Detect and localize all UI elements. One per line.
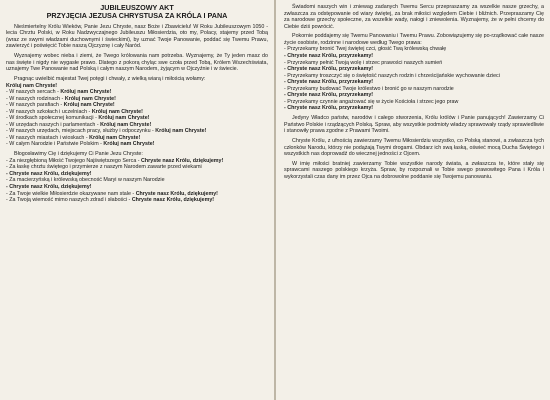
- litany-item: - W naszych urzędach, miejscach pracy, służby i odpoczynku - Króluj nam Chryste!: [6, 128, 207, 135]
- state-paragraph: Jedyny Władco państw, narodów i całego stworzenia, Królu królów i Panie panujących! Zawierzamy Ci Państwo Polskie i rządzących Polską. Spraw, aby wszystkie podmioty władzy sprawowały rządy sprawiedliwie i stanowiły prawa zgodne z Prawami Twoimi.: [284, 115, 544, 135]
- praise-refrain: Króluj nam Chryste!: [6, 82, 58, 89]
- promise-item: - Przyrzekamy troszczyć się o świętość naszych rodzin i chrześcijańskie wychowanie dzieci: [284, 72, 500, 79]
- promise-item: - Chryste nasz Królu, przyrzekamy!: [284, 53, 374, 60]
- promise-item: - Przyrzekamy pełnić Twoją wolę i strzec prawości naszych sumień: [284, 59, 443, 66]
- promise-item: - Chryste nasz Królu, przyrzekamy!: [284, 66, 374, 73]
- left-page: [0, 0, 274, 400]
- litany-item: - W środkach społecznej komunikacji - Króluj nam Chryste!: [6, 115, 150, 122]
- litany-item: - W naszych sercach - Króluj nam Chryste!: [6, 89, 112, 96]
- litany-item: - W naszych parafiach - Króluj nam Chryste!: [6, 102, 115, 109]
- litany-item: - W naszych miastach i wioskach - Króluj nam Chryste!: [6, 134, 141, 141]
- thanks-item: - Za macierzyńską i królewską obecność Maryi w naszym Narodzie: [6, 177, 165, 184]
- act-title-line1: JUBILEUSZOWY AKT: [100, 3, 174, 12]
- thanks-item: - Za Twoją wiemość mimo naszych zdrad i słabości - Chryste nasz Królu, dziękujemy!: [6, 197, 215, 204]
- litany-promises: [284, 46, 544, 111]
- promise-item: - Chryste nasz Królu, przyrzekamy!: [284, 79, 374, 86]
- thanks-intro: Błogosławimy Cię i dziękujemy Ci Panie Jezu Chryste:: [14, 151, 143, 158]
- praise-intro-text: Pragnąc uwielbić majestat Twej potęgi i chwały, z wielką wiarą i miłością wołamy:: [14, 76, 206, 83]
- repentance-paragraph: Świadomi naszych win i zniewag zadanych Twemu Sercu przepraszamy za wszelkie nasze grzechy, a zwłaszcza za odstępowanie od wiary świętej, za brak miłości względem Ciebie i bliźnich. Przepraszamy Cię za narodowe grzechy społeczne, za wszelkie wady, nałogi i zniewolenia. Wyznajemy, że w pełni chcemy do Ciebie dziś powrócić.: [284, 4, 544, 30]
- litany-reign: [6, 89, 268, 148]
- thanks-item: - Chryste nasz Królu, dziękujemy!: [6, 170, 92, 177]
- promise-item: - Przyrzekamy budować Twoje królestwo i bronić go w naszym narodzie: [284, 85, 454, 92]
- promise-item: - Przyrzekamy czynnie angażować się w życie Kościoła i strzec jego praw: [284, 98, 459, 105]
- thanks-item: - Za Twoje wielkie Miłosierdzie okazywane nam stale - Chryste nasz Królu, dziękujemy!: [6, 190, 218, 197]
- act-title-line2: PRZYJĘCIA JEZUSA CHRYSTUSA ZA KRÓLA I PANA: [46, 11, 228, 21]
- litany-item: - W naszych rodzinach - Króluj nam Chryste!: [6, 95, 116, 102]
- thanks-item: - Za niezgłębioną Miłość Twojego Najświętszego Serca - Chryste nasz Królu, dziękujemy!: [6, 157, 224, 164]
- litany-item: - W naszych szkołach i uczelniach - Króluj nam Chryste!: [6, 108, 143, 115]
- opening-paragraph: Nieśmiertelny Królu Wieków, Panie Jezu Chryste, nasz Boże i Zbawicielu! W Roku Jubileuszowym 1050 - lecia Chrztu Polski, w Roku Nadzwyczajnego Jubileuszu Miłosierdzia, oto my, Polacy, stajemy przed Tobą (wraz ze swymi władzami duchownymi i świeckimi), by uznać Twoje Panowanie, poddać się Twemu Prawu, zawierzyć i poświęcić Tobie naszą Ojczyznę i cały Naród.: [6, 23, 268, 50]
- litany-item: - W urzędach naszych i parlamentach - Króluj nam Chryste!: [6, 121, 152, 128]
- litany-thanks: [6, 158, 268, 204]
- praise-intro: [6, 76, 268, 89]
- mercy-paragraph: Chryste Królu, z ufnością zawierzamy Twemu Miłosierdziu wszystko, co Polską stanowi, a zwłaszcza tych członków Narodu, którzy nie podążają Twymi drogami. Obdarz ich swą łaską, oświeć mocą Ducha Świętego i wszystkich nas doprowadź do wiecznej jedności z Ojcem.: [284, 137, 544, 158]
- submission-paragraph: Pokornie poddajemy się Twemu Panowaniu i Twemu Prawu. Zobowiązujemy się po-rządkować całe nasze życie osobiste, rodzinne i narodowe według Twego prawa:: [284, 33, 544, 46]
- thanks-item: - Chryste nasz Królu, dziękujemy!: [6, 183, 92, 190]
- confession-paragraph: Wyznajemy wobec nieba i ziemi, że Twego królowania nam potrzeba. Wyznajemy, że Ty jeden masz do nas święte i nigdy nie wygasłe prawo. Dlatego z pokorą chyląc swe czoła przed Tobą, Królem Wszechświata, uznajemy Twe Panowanie nad Polską i całym naszym Narodem, żyjącym w Ojczyźnie i w świecie.: [6, 53, 268, 73]
- litany-item: - W całym Narodzie i Państwie Polskim - Króluj nam Chryste!: [6, 141, 155, 148]
- right-page: [276, 0, 550, 400]
- promise-item: - Chryste nasz Królu, przyrzekamy!: [284, 105, 374, 112]
- promise-item: - Przyrzekamy bronić Twej świętej czci, głosić Twą królewską chwałę: [284, 46, 447, 53]
- nations-paragraph: W imię miłości bratniej zawierzamy Tobie wszystkie narody świata, a zwłaszcza te, które stały się sprawcami naszego polskiego krzyża. Spraw, by rozpoznali w Tobie swego prawowitego Pana i Króla i wykorzystali czas dany im przez Ojca na dobrowolne poddanie się Twojemu panowaniu.: [284, 160, 544, 180]
- promise-item: - Chryste nasz Królu, przyrzekamy!: [284, 92, 374, 99]
- thanks-item: - Za łaskę chrztu świętego i przymierze z naszym Narodem zawarte przed wiekami: [6, 164, 202, 171]
